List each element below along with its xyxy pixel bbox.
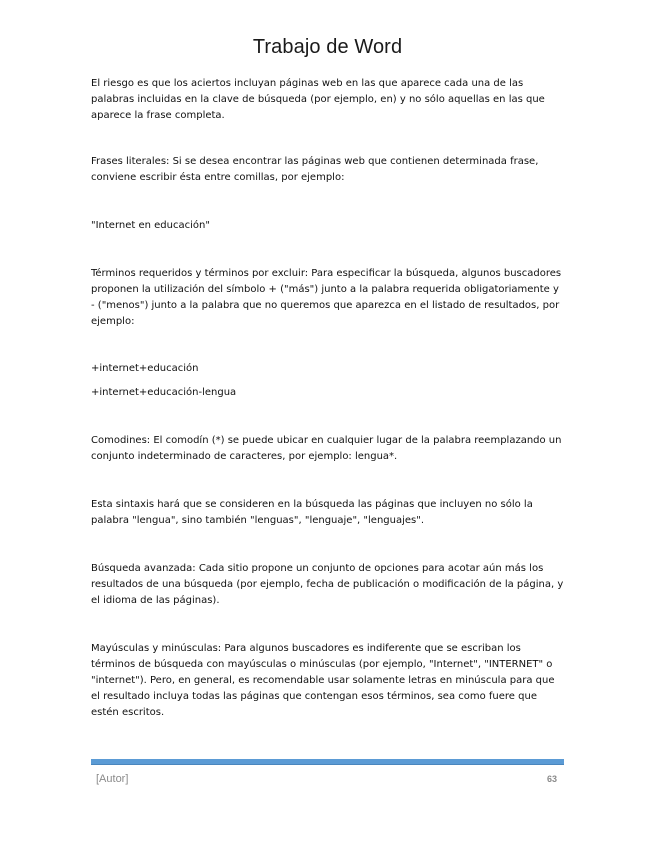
paragraph-busqueda-avanzada: Búsqueda avanzada: Cada sitio propone un conjunto de opciones para acotar aún más los resultados de una búsqueda (por ejemplo, fecha de publicación o modificación de la página, y el idioma de las páginas). xyxy=(91,563,564,606)
paragraph-example-2: +internet+educación-lengua xyxy=(91,387,237,398)
paragraph-comodines: Comodines: El comodín (*) se puede ubicar en cualquier lugar de la palabra reemplazando un conjunto indeterminado de caracteres, por ejemplo: lengua*. xyxy=(91,435,562,462)
paragraph-sintaxis: Esta sintaxis hará que se consideren en la búsqueda las páginas que incluyen no sólo la palabra "lengua", sino también "lenguas", "lenguaje", "lenguajes". xyxy=(91,499,533,526)
paragraph-quote-example: "Internet en educación" xyxy=(91,220,210,231)
paragraph-terminos-requeridos: Términos requeridos y términos por excluir: Para especificar la búsqueda, algunos buscadores proponen la utilización del símbolo + ("más") junto a la palabra requerida obligatoriamente y - ("menos") junto a la palabra que no queremos que aparezca en el listado de resultados, por ejemplo: xyxy=(91,268,562,327)
footer-author[interactable]: [Autor] xyxy=(96,773,129,785)
paragraph-example-1: +internet+educación xyxy=(91,363,199,374)
paragraph-riesgo: El riesgo es que los aciertos incluyan páginas web en las que aparece cada una de las palabras incluidas en la clave de búsqueda (por ejemplo, en) y no sólo aquellas en las que aparece la frase completa. xyxy=(91,78,545,121)
document-body xyxy=(91,76,565,721)
page-title: Trabajo de Word xyxy=(252,36,403,58)
paragraph-frases-literales: Frases literales: Si se desea encontrar las páginas web que contienen determinada frase, conviene escribir ésta entre comillas, por ejemplo: xyxy=(91,156,539,183)
footer-divider xyxy=(91,759,564,765)
paragraph-mayusculas-minusculas: Mayúsculas y minúsculas: Para algunos buscadores es indiferente que se escriban los términos de búsqueda con mayúsculas o minúsculas (por ejemplo, "Internet", "INTERNET" o "internet"). Pero, en general, es recomendable usar solamente letras en minúscula para que el resultado incluya todas las páginas que contengan esos términos, sea como fuere que estén escritos. xyxy=(91,643,555,718)
page-number: 63 xyxy=(546,774,557,784)
